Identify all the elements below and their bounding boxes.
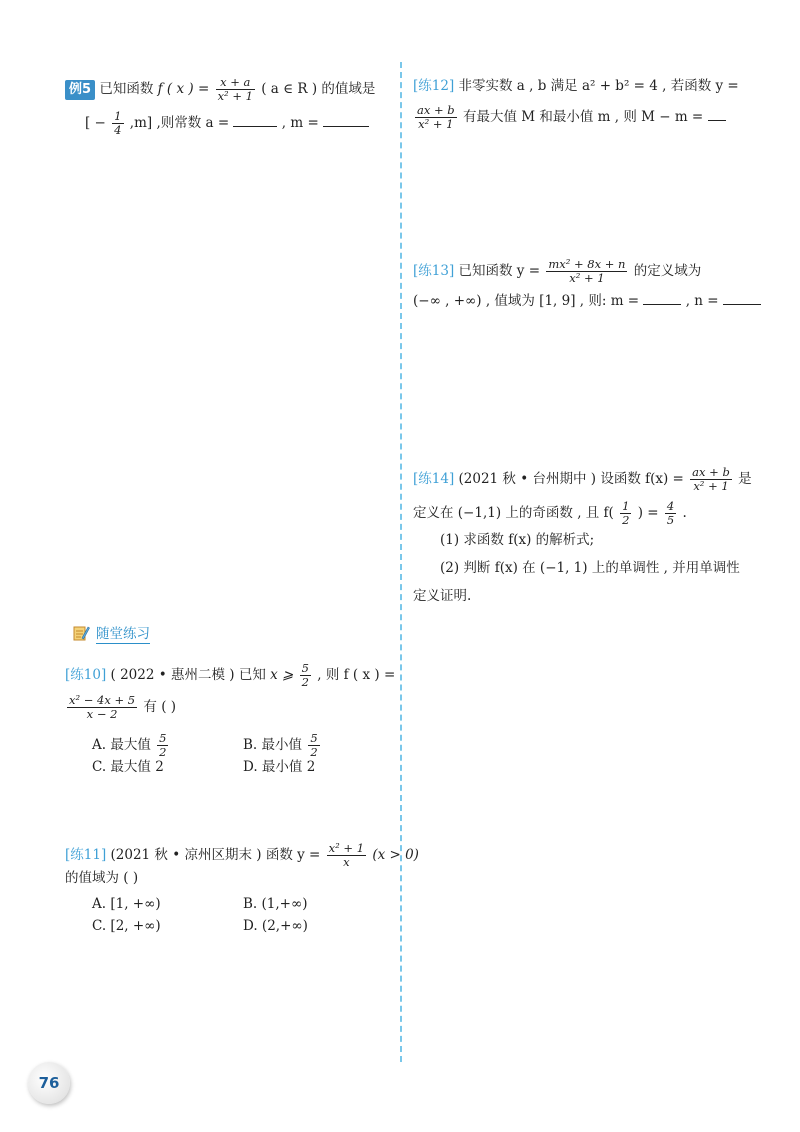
column-divider (400, 62, 402, 1062)
example5-line2 (85, 110, 369, 137)
ex10-option-a[interactable]: A. 最大值 $\frac{5}{2}$ (92, 731, 167, 759)
ex14-text4: ) = (637, 505, 659, 521)
answer-blank-mm[interactable] (708, 106, 726, 121)
ex11-text1: (2021 秋 • 凉州区期末 ) 函数 y = (110, 847, 321, 863)
interval-close: ,m] (129, 115, 153, 131)
ex11-option-d[interactable]: D. (2,+∞) (243, 918, 308, 934)
ex11-tag: [练11] (65, 847, 107, 863)
ex13-tag: [练13] (413, 263, 455, 279)
ex11-option-b[interactable]: B. (1,+∞) (243, 896, 308, 912)
ex11-line2: 的值域为 ( ) (65, 870, 139, 886)
ex14-fraction: $\frac{ax + b}{\text{x² + 1}}$ (692, 465, 730, 493)
ex14-question1: (1) 求函数 f(x) 的解析式; (440, 532, 595, 548)
answer-blank-m[interactable] (323, 112, 369, 127)
ex11-line1 (65, 842, 419, 869)
practice-heading (96, 624, 150, 644)
ex11-option-a[interactable]: A. [1, +∞) (92, 896, 161, 912)
ex10-cond: x ⩾ (270, 667, 294, 683)
ex13-text3: (−∞ , +∞) , 值域为 [1, 9] , 则: m = (413, 293, 640, 309)
answer-blank-a[interactable] (233, 112, 277, 127)
ex14-text2: 是 (738, 471, 752, 487)
ex10-line2 (65, 694, 176, 721)
ex13-fraction: $\frac{\text{mx² + 8x + n}}{\text{x² + 1}}$ (548, 257, 626, 285)
ex12-line1 (413, 76, 739, 96)
ex10-line1 (65, 662, 395, 689)
ex12-text2: 有最大值 M 和最小值 m , 则 M − m = (462, 109, 704, 125)
ex14-text3: 定义在 (−1,1) 上的奇函数 , 且 f( (413, 505, 614, 521)
example5-text2: ( a ∈ R ) 的值域是 (261, 81, 376, 97)
interval-open: [ − (85, 115, 106, 131)
ex10-tag: [练10] (65, 667, 107, 683)
ex11-cond: (x > 0) (372, 847, 419, 863)
ex13-line2 (413, 290, 761, 311)
example5-fraction: $\frac{x + a}{\text{x² + 1}}$ (217, 75, 253, 103)
ex12-line2 (413, 104, 726, 131)
ex14-text5: . (682, 505, 687, 521)
example5-text1: 已知函数 (99, 81, 154, 97)
ex14-question2: (2) 判断 f(x) 在 (−1, 1) 上的单调性 , 并用单调性 (440, 560, 740, 576)
ex14-tag: [练14] (413, 471, 455, 487)
notepad-icon (72, 624, 90, 642)
ex14-line1 (413, 466, 752, 493)
ex13-text1: 已知函数 y = (458, 263, 541, 279)
ex14-value: $\frac{4}{5}$ (666, 499, 675, 527)
ex10-text3: 有 ( ) (143, 699, 177, 715)
ex14-line2 (413, 500, 687, 527)
example5-line1 (65, 76, 375, 103)
practice-title: 随堂练习 (96, 626, 150, 642)
ex10-option-b[interactable]: B. 最小值 $\frac{5}{2}$ (243, 731, 318, 759)
ex13-line1 (413, 258, 701, 285)
ex13-text4: , n = (685, 293, 719, 309)
ex14-question2-cont: 定义证明. (413, 588, 472, 604)
example5-text3: ,则常数 a = (156, 115, 230, 131)
ex10-text1: ( 2022 • 惠州二模 ) 已知 (110, 667, 266, 683)
page-number: 76 (28, 1062, 70, 1104)
answer-blank-m13[interactable] (643, 290, 681, 305)
example5-func: f ( x ) = (157, 81, 210, 97)
answer-blank-n13[interactable] (723, 290, 761, 305)
ex10-text2: , 则 f ( x ) = (317, 667, 396, 683)
example5-text4: , m = (281, 115, 319, 131)
ex12-tag: [练12] (413, 78, 455, 94)
interval-fraction: $\frac{1}{4}$ (114, 109, 122, 137)
ex10-option-c[interactable]: C. 最大值 2 (92, 759, 164, 775)
ex14-f-arg: $\frac{1}{2}$ (622, 499, 630, 527)
ex10-fraction: $\frac{\text{x² − 4x + 5}}{x - 2}$ (69, 693, 136, 721)
example-badge: 例5 (65, 80, 95, 100)
ex14-text1: (2021 秋 • 台州期中 ) 设函数 f(x) = (458, 471, 684, 487)
ex12-fraction: $\frac{ax + b}{\text{x² + 1}}$ (417, 103, 455, 131)
ex11-fraction: $\frac{\text{x² + 1}}{x}$ (328, 841, 365, 869)
ex13-text2: 的定义域为 (633, 263, 702, 279)
ex12-text1: 非零实数 a , b 满足 a² + b² = 4 , 若函数 y = (458, 78, 739, 94)
ex10-cond-fraction: $\frac{5}{2}$ (301, 661, 309, 689)
ex11-option-c[interactable]: C. [2, +∞) (92, 918, 161, 934)
ex10-option-d[interactable]: D. 最小值 2 (243, 759, 316, 775)
